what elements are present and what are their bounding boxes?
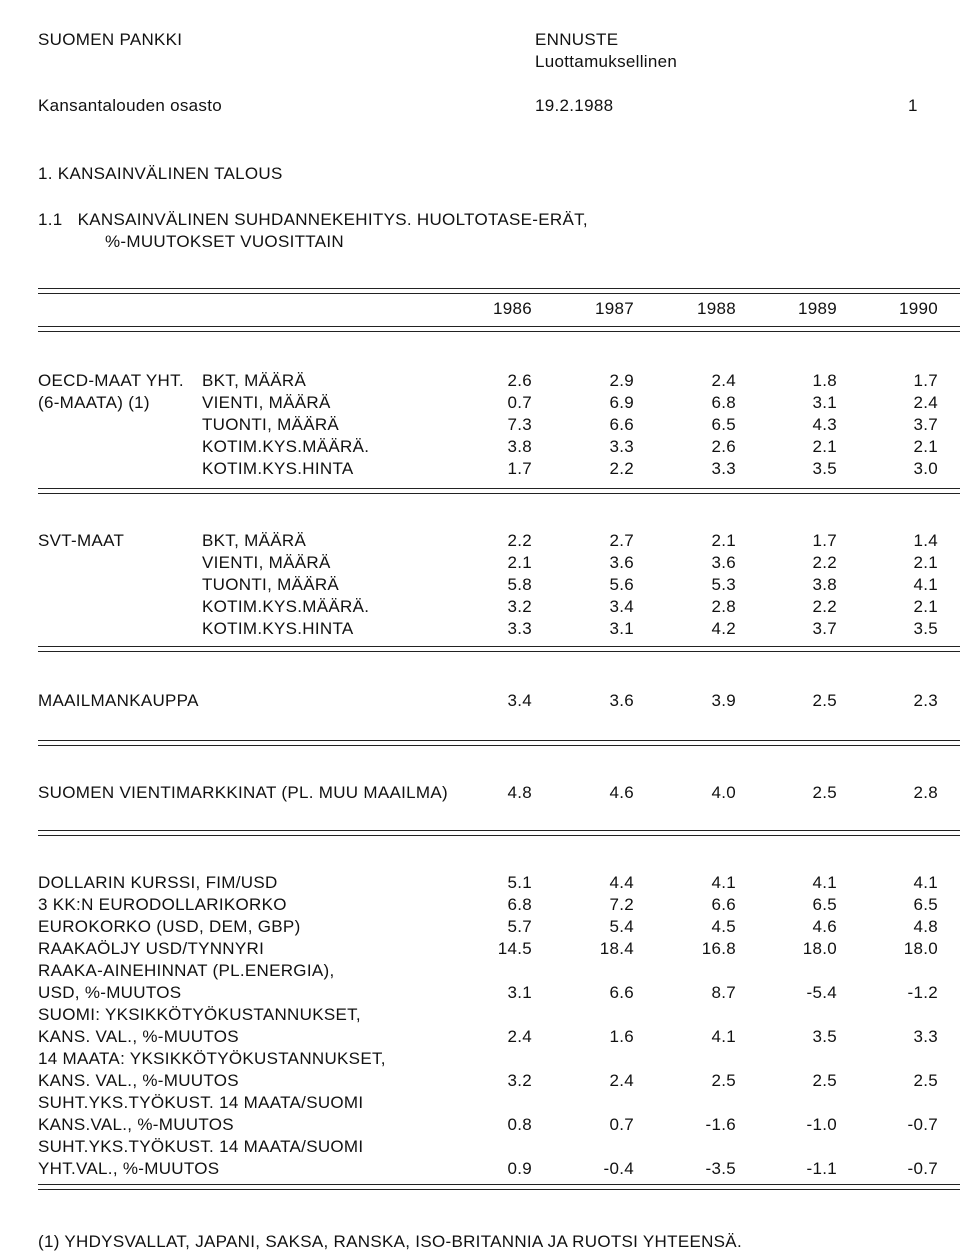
financial-row-label: 3 KK:N EURODOLLARIKORKO: [38, 895, 287, 914]
oecd-row-4-value-1987: 2.2: [609, 459, 634, 478]
financial-row-3-value-1987: 18.4: [599, 939, 634, 958]
world-trade-value-1988: 3.9: [711, 691, 736, 710]
financial-row-8-value-1989: -1.1: [806, 1159, 837, 1178]
svt-row-2-value-1990: 4.1: [913, 575, 938, 594]
financial-row-6-value-1988: 2.5: [711, 1071, 736, 1090]
org-name: SUOMEN PANKKI: [38, 30, 183, 49]
oecd-row-1-value-1986: 0.7: [507, 393, 532, 412]
financial-row-2-value-1986: 5.7: [507, 917, 532, 936]
svt-row-1-value-1990: 2.1: [913, 553, 938, 572]
oecd-row-4-value-1989: 3.5: [812, 459, 837, 478]
financial-row-0-value-1986: 5.1: [507, 873, 532, 892]
svt-row-2-value-1987: 5.6: [609, 575, 634, 594]
svt-row-label: TUONTI, MÄÄRÄ: [202, 575, 340, 594]
svt-row-1-value-1989: 2.2: [812, 553, 837, 572]
financial-row-label-2: KANS. VAL., %-MUUTOS: [38, 1071, 239, 1090]
financial-row-1-value-1989: 6.5: [812, 895, 837, 914]
oecd-row-label: TUONTI, MÄÄRÄ: [202, 415, 340, 434]
separator-line-1: [38, 288, 960, 294]
world-trade-value-1986: 3.4: [507, 691, 532, 710]
svt-row-3-value-1989: 2.2: [812, 597, 837, 616]
financial-row-5-value-1989: 3.5: [812, 1027, 837, 1046]
separator-line-7: [38, 1184, 960, 1190]
financial-row-8-value-1990: -0.7: [907, 1159, 938, 1178]
financial-row-3-value-1988: 16.8: [701, 939, 736, 958]
svt-row-0-value-1988: 2.1: [711, 531, 736, 550]
svt-row-2-value-1988: 5.3: [711, 575, 736, 594]
financial-row-8-value-1987: -0.4: [603, 1159, 634, 1178]
financial-row-0-value-1987: 4.4: [609, 873, 634, 892]
financial-row-4-value-1990: -1.2: [907, 983, 938, 1002]
svt-row-4-value-1989: 3.7: [812, 619, 837, 638]
financial-row-1-value-1987: 7.2: [609, 895, 634, 914]
financial-row-5-value-1986: 2.4: [507, 1027, 532, 1046]
svt-row-3-value-1990: 2.1: [913, 597, 938, 616]
financial-row-3-value-1986: 14.5: [497, 939, 532, 958]
financial-row-label-1: SUOMI: YKSIKKÖTYÖKUSTANNUKSET,: [38, 1005, 361, 1024]
export-markets-value-1986: 4.8: [507, 783, 532, 802]
year-header-1990: 1990: [898, 299, 938, 318]
financial-row-3-value-1990: 18.0: [903, 939, 938, 958]
financial-row-label: EUROKORKO (USD, DEM, GBP): [38, 917, 301, 936]
oecd-row-1-value-1987: 6.9: [609, 393, 634, 412]
financial-row-5-value-1990: 3.3: [913, 1027, 938, 1046]
svt-row-label: VIENTI, MÄÄRÄ: [202, 553, 331, 572]
oecd-row-1-value-1988: 6.8: [711, 393, 736, 412]
financial-row-1-value-1990: 6.5: [913, 895, 938, 914]
financial-row-2-value-1989: 4.6: [812, 917, 837, 936]
svt-row-0-value-1989: 1.7: [812, 531, 837, 550]
financial-row-6-value-1986: 3.2: [507, 1071, 532, 1090]
svt-row-4-value-1990: 3.5: [913, 619, 938, 638]
export-markets-value-1990: 2.8: [913, 783, 938, 802]
oecd-row-4-value-1986: 1.7: [507, 459, 532, 478]
oecd-row-2-value-1989: 4.3: [812, 415, 837, 434]
financial-row-7-value-1986: 0.8: [507, 1115, 532, 1134]
financial-row-0-value-1989: 4.1: [812, 873, 837, 892]
svt-row-2-value-1986: 5.8: [507, 575, 532, 594]
year-header-1989: 1989: [797, 299, 837, 318]
oecd-row-0-value-1990: 1.7: [913, 371, 938, 390]
world-trade-label: MAAILMANKAUPPA: [38, 691, 199, 710]
export-markets-label: SUOMEN VIENTIMARKKINAT (PL. MUU MAAILMA): [38, 783, 448, 802]
oecd-row-2-value-1988: 6.5: [711, 415, 736, 434]
svt-row-label: KOTIM.KYS.HINTA: [202, 619, 354, 638]
financial-row-label: RAAKAÖLJY USD/TYNNYRI: [38, 939, 265, 958]
svt-row-1-value-1988: 3.6: [711, 553, 736, 572]
financial-row-0-value-1990: 4.1: [913, 873, 938, 892]
financial-row-0-value-1988: 4.1: [711, 873, 736, 892]
financial-row-2-value-1987: 5.4: [609, 917, 634, 936]
svt-row-1-value-1987: 3.6: [609, 553, 634, 572]
svt-row-3-value-1986: 3.2: [507, 597, 532, 616]
world-trade-value-1989: 2.5: [812, 691, 837, 710]
section-subtitle-2: %-MUUTOKSET VUOSITTAIN: [105, 232, 344, 251]
oecd-row-2-value-1990: 3.7: [913, 415, 938, 434]
oecd-row-0-value-1987: 2.9: [609, 371, 634, 390]
financial-row-5-value-1987: 1.6: [609, 1027, 634, 1046]
oecd-row-3-value-1987: 3.3: [609, 437, 634, 456]
financial-row-6-value-1990: 2.5: [913, 1071, 938, 1090]
year-header-1987: 1987: [594, 299, 634, 318]
financial-row-label-2: YHT.VAL., %-MUUTOS: [38, 1159, 220, 1178]
svt-row-label: KOTIM.KYS.MÄÄRÄ.: [202, 597, 370, 616]
department: Kansantalouden osasto: [38, 96, 222, 115]
financial-row-7-value-1989: -1.0: [806, 1115, 837, 1134]
oecd-row-1-value-1989: 3.1: [812, 393, 837, 412]
financial-row-label-2: KANS.VAL., %-MUUTOS: [38, 1115, 234, 1134]
oecd-row-3-value-1986: 3.8: [507, 437, 532, 456]
export-markets-value-1989: 2.5: [812, 783, 837, 802]
oecd-row-3-value-1989: 2.1: [812, 437, 837, 456]
doc-type: ENNUSTE: [535, 30, 619, 49]
financial-row-label-1: 14 MAATA: YKSIKKÖTYÖKUSTANNUKSET,: [38, 1049, 386, 1068]
financial-row-8-value-1986: 0.9: [507, 1159, 532, 1178]
svt-row-0-value-1990: 1.4: [913, 531, 938, 550]
doc-date: 19.2.1988: [535, 96, 614, 115]
svt-row-0-value-1987: 2.7: [609, 531, 634, 550]
svt-row-4-value-1987: 3.1: [609, 619, 634, 638]
financial-row-2-value-1988: 4.5: [711, 917, 736, 936]
svt-row-2-value-1989: 3.8: [812, 575, 837, 594]
footnote: (1) YHDYSVALLAT, JAPANI, SAKSA, RANSKA, ISO-BRITANNIA JA RUOTSI YHTEENSÄ.: [38, 1232, 742, 1251]
financial-row-4-value-1988: 8.7: [711, 983, 736, 1002]
separator-line-4: [38, 646, 960, 652]
financial-row-1-value-1988: 6.6: [711, 895, 736, 914]
classification: Luottamuksellinen: [535, 52, 678, 71]
oecd-row-1-value-1990: 2.4: [913, 393, 938, 412]
oecd-row-4-value-1988: 3.3: [711, 459, 736, 478]
financial-row-4-value-1989: -5.4: [806, 983, 837, 1002]
financial-row-6-value-1989: 2.5: [812, 1071, 837, 1090]
financial-row-7-value-1990: -0.7: [907, 1115, 938, 1134]
financial-row-1-value-1986: 6.8: [507, 895, 532, 914]
oecd-row-label: BKT, MÄÄRÄ: [202, 371, 307, 390]
section-title: 1. KANSAINVÄLINEN TALOUS: [38, 164, 283, 183]
financial-row-label-1: SUHT.YKS.TYÖKUST. 14 MAATA/SUOMI: [38, 1137, 364, 1156]
svt-group-label: SVT-MAAT: [38, 531, 125, 550]
financial-row-label-1: RAAKA-AINEHINNAT (PL.ENERGIA),: [38, 961, 335, 980]
financial-row-label-2: USD, %-MUUTOS: [38, 983, 182, 1002]
export-markets-value-1988: 4.0: [711, 783, 736, 802]
oecd-row-3-value-1988: 2.6: [711, 437, 736, 456]
oecd-row-0-value-1988: 2.4: [711, 371, 736, 390]
financial-row-7-value-1987: 0.7: [609, 1115, 634, 1134]
separator-line-3: [38, 488, 960, 494]
svt-row-4-value-1988: 4.2: [711, 619, 736, 638]
oecd-row-label: KOTIM.KYS.HINTA: [202, 459, 354, 478]
year-header-1986: 1986: [492, 299, 532, 318]
oecd-row-2-value-1987: 6.6: [609, 415, 634, 434]
financial-row-8-value-1988: -3.5: [705, 1159, 736, 1178]
oecd-row-3-value-1990: 2.1: [913, 437, 938, 456]
financial-row-4-value-1987: 6.6: [609, 983, 634, 1002]
oecd-row-4-value-1990: 3.0: [913, 459, 938, 478]
year-header-1988: 1988: [696, 299, 736, 318]
financial-row-6-value-1987: 2.4: [609, 1071, 634, 1090]
separator-line-2: [38, 326, 960, 332]
financial-row-2-value-1990: 4.8: [913, 917, 938, 936]
svt-row-1-value-1986: 2.1: [507, 553, 532, 572]
financial-row-label-1: SUHT.YKS.TYÖKUST. 14 MAATA/SUOMI: [38, 1093, 364, 1112]
oecd-row-2-value-1986: 7.3: [507, 415, 532, 434]
financial-row-3-value-1989: 18.0: [802, 939, 837, 958]
oecd-row-0-value-1986: 2.6: [507, 371, 532, 390]
section-subtitle-1: 1.1 KANSAINVÄLINEN SUHDANNEKEHITYS. HUOLTOTASE-ERÄT,: [38, 210, 588, 229]
world-trade-value-1987: 3.6: [609, 691, 634, 710]
page-number: 1: [908, 96, 918, 115]
separator-line-6: [38, 830, 960, 836]
oecd-row-label: KOTIM.KYS.MÄÄRÄ.: [202, 437, 370, 456]
financial-row-7-value-1988: -1.6: [705, 1115, 736, 1134]
financial-row-4-value-1986: 3.1: [507, 983, 532, 1002]
world-trade-value-1990: 2.3: [913, 691, 938, 710]
oecd-row-0-value-1989: 1.8: [812, 371, 837, 390]
svt-row-0-value-1986: 2.2: [507, 531, 532, 550]
svt-row-label: BKT, MÄÄRÄ: [202, 531, 307, 550]
oecd-group-sublabel: (6-MAATA) (1): [38, 393, 150, 412]
financial-row-label: DOLLARIN KURSSI, FIM/USD: [38, 873, 278, 892]
oecd-group-label: OECD-MAAT YHT.: [38, 371, 184, 390]
financial-row-5-value-1988: 4.1: [711, 1027, 736, 1046]
svt-row-3-value-1988: 2.8: [711, 597, 736, 616]
financial-row-label-2: KANS. VAL., %-MUUTOS: [38, 1027, 239, 1046]
svt-row-3-value-1987: 3.4: [609, 597, 634, 616]
svt-row-4-value-1986: 3.3: [507, 619, 532, 638]
separator-line-5: [38, 740, 960, 746]
export-markets-value-1987: 4.6: [609, 783, 634, 802]
oecd-row-label: VIENTI, MÄÄRÄ: [202, 393, 331, 412]
